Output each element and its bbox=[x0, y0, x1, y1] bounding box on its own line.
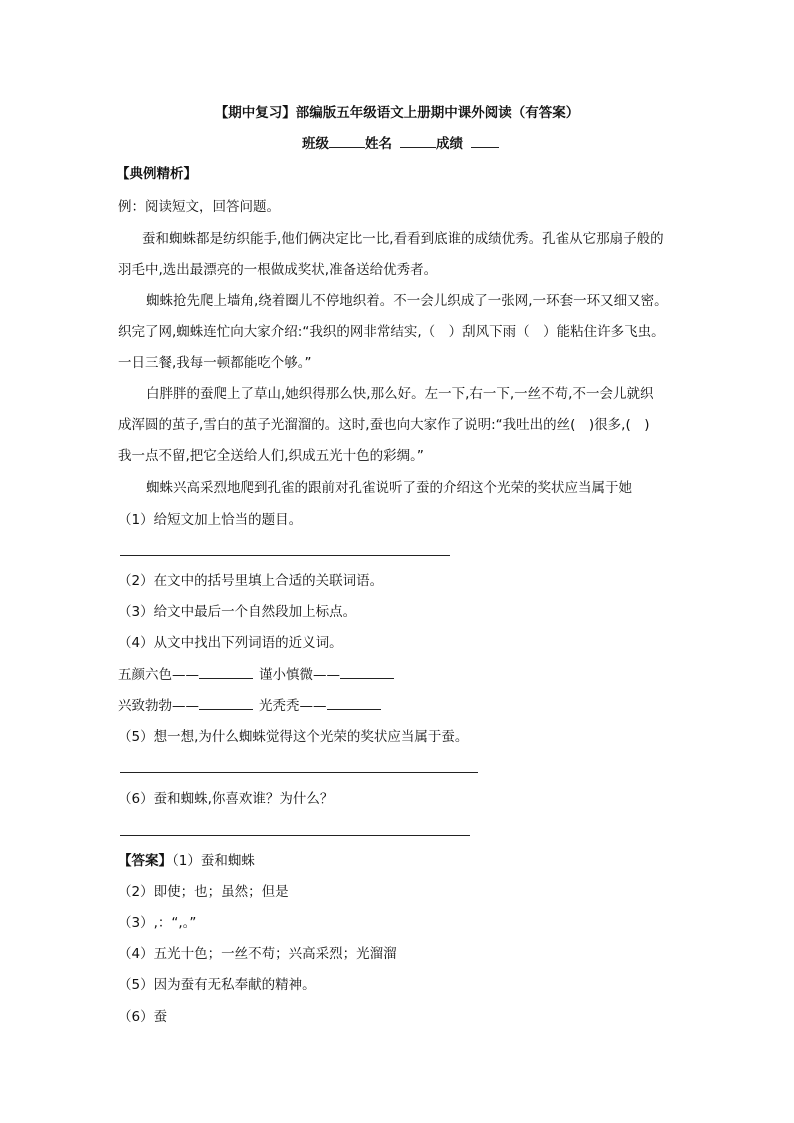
synonym-blank[interactable] bbox=[199, 697, 253, 710]
synonym-blank[interactable] bbox=[340, 666, 394, 679]
answer-1 bbox=[118, 852, 255, 870]
question-2: （2）在文中的括号里填上合适的关联词语。 bbox=[118, 573, 384, 589]
synonym-prompt: 光秃秃—— bbox=[259, 698, 327, 714]
synonym-prompt: 五颜六色—— bbox=[118, 667, 199, 683]
synonym-prompt: 兴致勃勃—— bbox=[118, 698, 199, 714]
question-3: （3）给文中最后一个自然段加上标点。 bbox=[118, 604, 357, 620]
name-blank[interactable] bbox=[400, 135, 436, 148]
synonym-prompt: 谨小慎微—— bbox=[259, 667, 340, 683]
passage-line: 一日三餐,我每一顿都能吃个够。” bbox=[118, 355, 312, 371]
question-5: （5）想一想,为什么蜘蛛觉得这个光荣的奖状应当属于蚕。 bbox=[118, 729, 469, 745]
passage-line: 成浑圆的茧子,雪白的茧子光溜溜的。这时,蚕也向大家作了说明:“我吐出的丝( )很多,( ) bbox=[118, 417, 650, 433]
name-label: 姓名 bbox=[365, 136, 392, 152]
question-4: （4）从文中找出下列词语的近义词。 bbox=[118, 635, 343, 651]
answer-2: （2）即使；也；虽然；但是 bbox=[118, 884, 289, 900]
score-label: 成绩 bbox=[436, 136, 463, 152]
answer-text: （1）蚕和蜘蛛 bbox=[172, 853, 255, 869]
passage-line: 我一点不留,把它全送给人们,织成五光十色的彩绸。” bbox=[118, 448, 424, 464]
passage-line: 织完了网,蜘蛛连忙向大家介绍:“我织的网非常结实,（ ）刮风下雨（ ）能粘住许多飞虫。 bbox=[118, 324, 665, 340]
synonym-blank[interactable] bbox=[327, 697, 381, 710]
passage-line: 蚕和蜘蛛都是纺织能手,他们俩决定比一比,看看到底谁的成绩优秀。孔雀从它那扇子般的 bbox=[142, 231, 664, 247]
answer-3: （3）,：“,。” bbox=[118, 915, 197, 931]
answer-4: （4）五光十色；一丝不苟；兴高采烈；光溜溜 bbox=[118, 946, 397, 962]
passage-line: 蜘蛛抢先爬上墙角,绕着圈儿不停地织着。不一会儿织成了一张网,一环套一环又细又密。 bbox=[146, 293, 668, 309]
passage-line: 蜘蛛兴高采烈地爬到孔雀的跟前对孔雀说听了蚕的介绍这个光荣的奖状应当属于她 bbox=[146, 480, 632, 496]
class-label: 班级 bbox=[302, 136, 329, 152]
passage-line: 白胖胖的蚕爬上了草山,她织得那么快,那么好。左一下,右一下,一丝不苟,不一会儿就织 bbox=[146, 386, 654, 402]
question-1: （1）给短文加上恰当的题目。 bbox=[118, 512, 303, 528]
answer-label: 【答案】 bbox=[118, 853, 172, 869]
synonym-row-2 bbox=[118, 697, 381, 715]
synonym-row-1 bbox=[118, 666, 394, 684]
synonym-blank[interactable] bbox=[199, 666, 253, 679]
passage-line: 羽毛中,选出最漂亮的一根做成奖状,准备送给优秀者。 bbox=[118, 262, 438, 278]
answer-line-1[interactable] bbox=[120, 555, 450, 556]
answer-5: （5）因为蚕有无私奉献的精神。 bbox=[118, 977, 316, 993]
example-instruction: 例：阅读短文，回答问题。 bbox=[118, 199, 280, 215]
class-blank[interactable] bbox=[329, 135, 365, 148]
question-6: （6）蚕和蜘蛛,你喜欢谁？为什么？ bbox=[118, 791, 334, 807]
section-heading: 【典例精析】 bbox=[116, 166, 197, 182]
answer-6: （6）蚕 bbox=[118, 1009, 168, 1025]
answer-line-6[interactable] bbox=[120, 835, 470, 836]
student-info-line bbox=[302, 135, 499, 153]
score-blank[interactable] bbox=[471, 135, 499, 148]
answer-line-5[interactable] bbox=[120, 772, 478, 773]
document-title: 【期中复习】部编版五年级语文上册期中课外阅读（有答案） bbox=[214, 105, 580, 121]
